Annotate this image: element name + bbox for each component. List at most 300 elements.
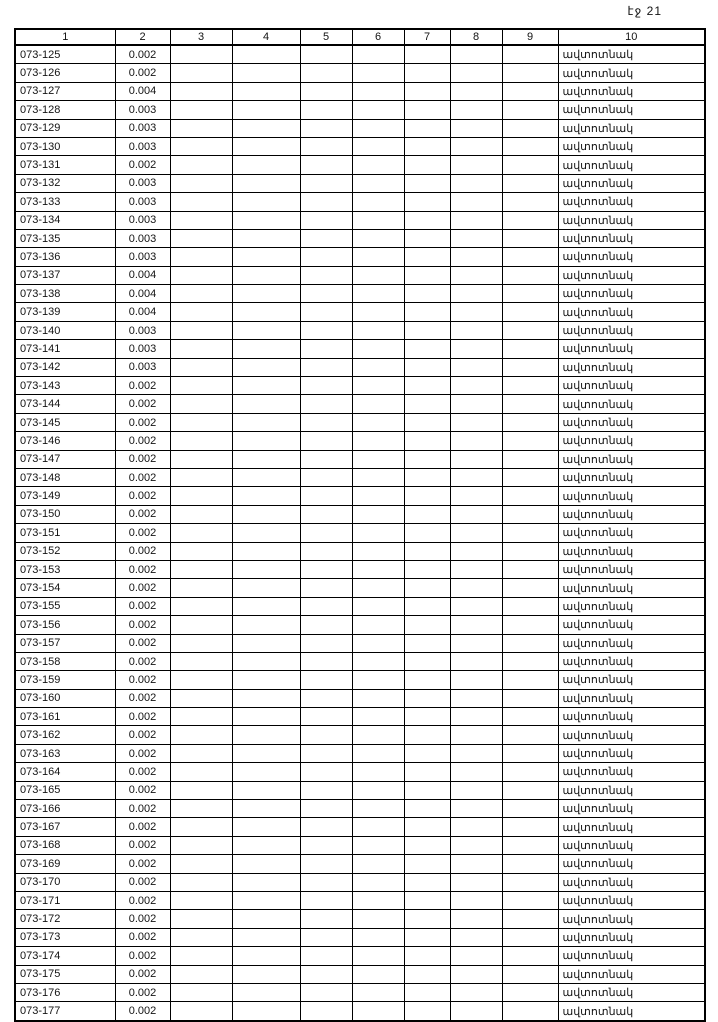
land-use-cell: ավտոտնակ [558,303,705,321]
empty-cell [300,468,352,486]
empty-cell [300,983,352,1001]
empty-cell [404,983,450,1001]
empty-cell [404,597,450,615]
empty-cell [450,744,502,762]
empty-cell [352,468,404,486]
land-use-cell: ավտոտնակ [558,432,705,450]
empty-cell [232,413,300,431]
empty-cell [352,413,404,431]
empty-cell [300,211,352,229]
land-use-cell: ավտոտնակ [558,248,705,266]
empty-cell [404,634,450,652]
empty-cell [232,708,300,726]
empty-cell [502,101,558,119]
area-value-cell: 0.002 [115,524,170,542]
parcel-code-cell: 073-163 [15,744,115,762]
empty-cell [300,634,352,652]
table-row [15,800,705,818]
land-use-cell: ավտոտնակ [558,64,705,82]
empty-cell [232,468,300,486]
table-row [15,211,705,229]
empty-cell [450,689,502,707]
empty-cell [232,781,300,799]
parcel-code-cell: 073-151 [15,524,115,542]
land-use-cell: ավտոտնակ [558,965,705,983]
land-use-cell: ավտոտնակ [558,560,705,578]
table-row [15,377,705,395]
empty-cell [170,137,232,155]
empty-cell [404,891,450,909]
empty-cell [352,634,404,652]
empty-cell [502,983,558,1001]
empty-cell [232,542,300,560]
empty-cell [352,321,404,339]
area-value-cell: 0.002 [115,781,170,799]
parcel-code-cell: 073-127 [15,82,115,100]
land-use-cell: ավտոտնակ [558,487,705,505]
land-use-cell: ավտոտնակ [558,377,705,395]
empty-cell [502,855,558,873]
empty-cell [352,64,404,82]
empty-cell [300,395,352,413]
empty-cell [232,487,300,505]
empty-cell [232,450,300,468]
parcel-code-cell: 073-164 [15,763,115,781]
empty-cell [404,579,450,597]
land-use-cell: ավտոտնակ [558,726,705,744]
empty-cell [450,432,502,450]
table-row [15,928,705,946]
column-header: 6 [352,29,404,45]
empty-cell [232,616,300,634]
empty-cell [232,137,300,155]
area-value-cell: 0.002 [115,744,170,762]
empty-cell [232,101,300,119]
empty-cell [502,248,558,266]
empty-cell [232,634,300,652]
empty-cell [450,229,502,247]
empty-cell [232,763,300,781]
empty-cell [404,193,450,211]
table-row [15,193,705,211]
empty-cell [170,303,232,321]
empty-cell [404,174,450,192]
land-use-cell: ավտոտնակ [558,193,705,211]
empty-cell [352,873,404,891]
empty-cell [450,377,502,395]
column-header: 4 [232,29,300,45]
empty-cell [502,321,558,339]
empty-cell [352,193,404,211]
empty-cell [352,671,404,689]
empty-cell [404,248,450,266]
parcel-code-cell: 073-155 [15,597,115,615]
empty-cell [502,965,558,983]
empty-cell [404,211,450,229]
empty-cell [170,800,232,818]
empty-cell [170,836,232,854]
empty-cell [404,689,450,707]
parcel-code-cell: 073-160 [15,689,115,707]
empty-cell [450,193,502,211]
empty-cell [352,763,404,781]
area-value-cell: 0.002 [115,983,170,1001]
empty-cell [232,377,300,395]
empty-cell [450,487,502,505]
empty-cell [450,211,502,229]
area-value-cell: 0.002 [115,597,170,615]
empty-cell [300,818,352,836]
empty-cell [404,82,450,100]
parcel-code-cell: 073-174 [15,947,115,965]
empty-cell [232,671,300,689]
empty-cell [300,266,352,284]
table-row [15,82,705,100]
area-value-cell: 0.002 [115,891,170,909]
empty-cell [170,708,232,726]
empty-cell [502,468,558,486]
empty-cell [352,285,404,303]
empty-cell [502,763,558,781]
empty-cell [502,211,558,229]
empty-cell [450,303,502,321]
area-value-cell: 0.002 [115,873,170,891]
land-use-cell: ավտոտնակ [558,891,705,909]
empty-cell [232,303,300,321]
parcel-code-cell: 073-143 [15,377,115,395]
parcel-code-cell: 073-159 [15,671,115,689]
land-use-cell: ավտոտնակ [558,211,705,229]
empty-cell [502,836,558,854]
area-value-cell: 0.002 [115,450,170,468]
area-value-cell: 0.003 [115,229,170,247]
table-row [15,855,705,873]
empty-cell [404,64,450,82]
empty-cell [450,285,502,303]
land-use-cell: ավտոտնակ [558,983,705,1001]
area-value-cell: 0.002 [115,45,170,64]
parcel-code-cell: 073-126 [15,64,115,82]
empty-cell [170,432,232,450]
empty-cell [232,744,300,762]
empty-cell [502,689,558,707]
parcel-code-cell: 073-157 [15,634,115,652]
area-value-cell: 0.003 [115,211,170,229]
empty-cell [450,119,502,137]
land-use-cell: ավտոտնակ [558,634,705,652]
table-header-row [15,29,705,45]
parcel-code-cell: 073-171 [15,891,115,909]
parcel-code-cell: 073-125 [15,45,115,64]
empty-cell [300,652,352,670]
area-value-cell: 0.002 [115,910,170,928]
empty-cell [300,119,352,137]
empty-cell [352,229,404,247]
empty-cell [450,928,502,946]
land-use-cell: ավտոտնակ [558,101,705,119]
area-value-cell: 0.002 [115,726,170,744]
parcel-code-cell: 073-136 [15,248,115,266]
empty-cell [300,873,352,891]
empty-cell [352,524,404,542]
empty-cell [352,597,404,615]
area-value-cell: 0.002 [115,542,170,560]
land-use-cell: ավտոտնակ [558,744,705,762]
empty-cell [352,542,404,560]
empty-cell [300,579,352,597]
empty-cell [502,873,558,891]
empty-cell [404,947,450,965]
land-use-cell: ավտոտնակ [558,395,705,413]
empty-cell [352,101,404,119]
empty-cell [300,781,352,799]
empty-cell [300,836,352,854]
empty-cell [450,652,502,670]
table-row [15,137,705,155]
parcel-code-cell: 073-135 [15,229,115,247]
empty-cell [300,101,352,119]
parcel-code-cell: 073-153 [15,560,115,578]
empty-cell [502,800,558,818]
empty-cell [502,156,558,174]
empty-cell [170,505,232,523]
area-value-cell: 0.002 [115,579,170,597]
area-value-cell: 0.003 [115,137,170,155]
empty-cell [170,248,232,266]
land-use-cell: ավտոտնակ [558,266,705,284]
empty-cell [300,229,352,247]
land-use-cell: ավտոտնակ [558,505,705,523]
land-use-cell: ավտոտնակ [558,836,705,854]
empty-cell [502,818,558,836]
empty-cell [170,193,232,211]
land-use-cell: ավտոտնակ [558,174,705,192]
table-row [15,156,705,174]
empty-cell [352,781,404,799]
empty-cell [352,818,404,836]
table-row [15,891,705,909]
empty-cell [450,947,502,965]
table-row [15,487,705,505]
table-row [15,689,705,707]
table-row [15,726,705,744]
area-value-cell: 0.002 [115,947,170,965]
area-value-cell: 0.002 [115,652,170,670]
empty-cell [450,156,502,174]
empty-cell [300,321,352,339]
empty-cell [170,579,232,597]
empty-cell [170,891,232,909]
empty-cell [232,855,300,873]
area-value-cell: 0.002 [115,671,170,689]
empty-cell [170,671,232,689]
empty-cell [170,45,232,64]
parcel-code-cell: 073-131 [15,156,115,174]
empty-cell [170,726,232,744]
area-value-cell: 0.003 [115,101,170,119]
parcel-code-cell: 073-129 [15,119,115,137]
column-header: 9 [502,29,558,45]
parcel-code-cell: 073-177 [15,1002,115,1021]
empty-cell [352,82,404,100]
empty-cell [352,891,404,909]
empty-cell [404,321,450,339]
empty-cell [450,524,502,542]
empty-cell [450,395,502,413]
empty-cell [300,303,352,321]
column-header: 10 [558,29,705,45]
empty-cell [502,340,558,358]
empty-cell [300,193,352,211]
parcel-code-cell: 073-162 [15,726,115,744]
area-value-cell: 0.003 [115,174,170,192]
empty-cell [170,560,232,578]
area-value-cell: 0.002 [115,505,170,523]
parcel-code-cell: 073-144 [15,395,115,413]
empty-cell [404,855,450,873]
empty-cell [404,487,450,505]
empty-cell [300,910,352,928]
land-use-cell: ավտոտնակ [558,413,705,431]
empty-cell [404,671,450,689]
empty-cell [352,505,404,523]
empty-cell [300,708,352,726]
empty-cell [232,119,300,137]
empty-cell [300,542,352,560]
empty-cell [232,800,300,818]
empty-cell [352,303,404,321]
empty-cell [450,965,502,983]
table-row [15,321,705,339]
land-use-cell: ավտոտնակ [558,358,705,376]
empty-cell [502,616,558,634]
empty-cell [502,450,558,468]
table-row [15,579,705,597]
empty-cell [300,285,352,303]
empty-cell [502,45,558,64]
parcel-code-cell: 073-138 [15,285,115,303]
empty-cell [300,137,352,155]
column-header: 3 [170,29,232,45]
empty-cell [300,763,352,781]
parcel-code-cell: 073-166 [15,800,115,818]
empty-cell [404,781,450,799]
table-row [15,744,705,762]
parcel-code-cell: 073-147 [15,450,115,468]
empty-cell [232,432,300,450]
empty-cell [300,156,352,174]
empty-cell [300,671,352,689]
empty-cell [170,82,232,100]
empty-cell [450,763,502,781]
land-use-cell: ավտոտնակ [558,45,705,64]
empty-cell [170,983,232,1001]
empty-cell [450,340,502,358]
land-use-cell: ավտոտնակ [558,652,705,670]
empty-cell [502,487,558,505]
empty-cell [404,928,450,946]
empty-cell [300,450,352,468]
area-value-cell: 0.002 [115,836,170,854]
empty-cell [450,836,502,854]
parcel-code-cell: 073-150 [15,505,115,523]
empty-cell [404,101,450,119]
area-value-cell: 0.002 [115,1002,170,1021]
empty-cell [352,560,404,578]
empty-cell [450,542,502,560]
empty-cell [170,468,232,486]
empty-cell [170,211,232,229]
land-use-cell: ավտոտնակ [558,873,705,891]
area-value-cell: 0.002 [115,855,170,873]
empty-cell [404,726,450,744]
empty-cell [352,947,404,965]
empty-cell [404,450,450,468]
empty-cell [300,174,352,192]
empty-cell [170,910,232,928]
empty-cell [404,524,450,542]
table-row [15,266,705,284]
empty-cell [232,560,300,578]
empty-cell [450,910,502,928]
parcel-code-cell: 073-168 [15,836,115,854]
empty-cell [352,211,404,229]
empty-cell [352,965,404,983]
empty-cell [300,82,352,100]
land-use-cell: ավտոտնակ [558,82,705,100]
table-row [15,836,705,854]
empty-cell [232,689,300,707]
empty-cell [300,560,352,578]
empty-cell [450,64,502,82]
parcel-code-cell: 073-128 [15,101,115,119]
table-row [15,101,705,119]
land-use-cell: ավտոտնակ [558,229,705,247]
empty-cell [450,468,502,486]
empty-cell [404,229,450,247]
empty-cell [404,965,450,983]
parcel-code-cell: 073-142 [15,358,115,376]
empty-cell [502,671,558,689]
area-value-cell: 0.002 [115,708,170,726]
parcel-code-cell: 073-152 [15,542,115,560]
empty-cell [450,891,502,909]
empty-cell [232,597,300,615]
table-row [15,597,705,615]
empty-cell [300,64,352,82]
land-use-cell: ավտոտնակ [558,800,705,818]
area-value-cell: 0.003 [115,358,170,376]
empty-cell [352,395,404,413]
empty-cell [502,910,558,928]
empty-cell [232,965,300,983]
empty-cell [352,689,404,707]
empty-cell [232,836,300,854]
area-value-cell: 0.002 [115,560,170,578]
empty-cell [450,579,502,597]
parcel-code-cell: 073-154 [15,579,115,597]
empty-cell [300,800,352,818]
area-value-cell: 0.004 [115,285,170,303]
empty-cell [170,487,232,505]
land-use-cell: ավտոտնակ [558,285,705,303]
area-value-cell: 0.002 [115,395,170,413]
empty-cell [232,726,300,744]
empty-cell [170,873,232,891]
empty-cell [404,340,450,358]
table-row [15,965,705,983]
empty-cell [352,340,404,358]
